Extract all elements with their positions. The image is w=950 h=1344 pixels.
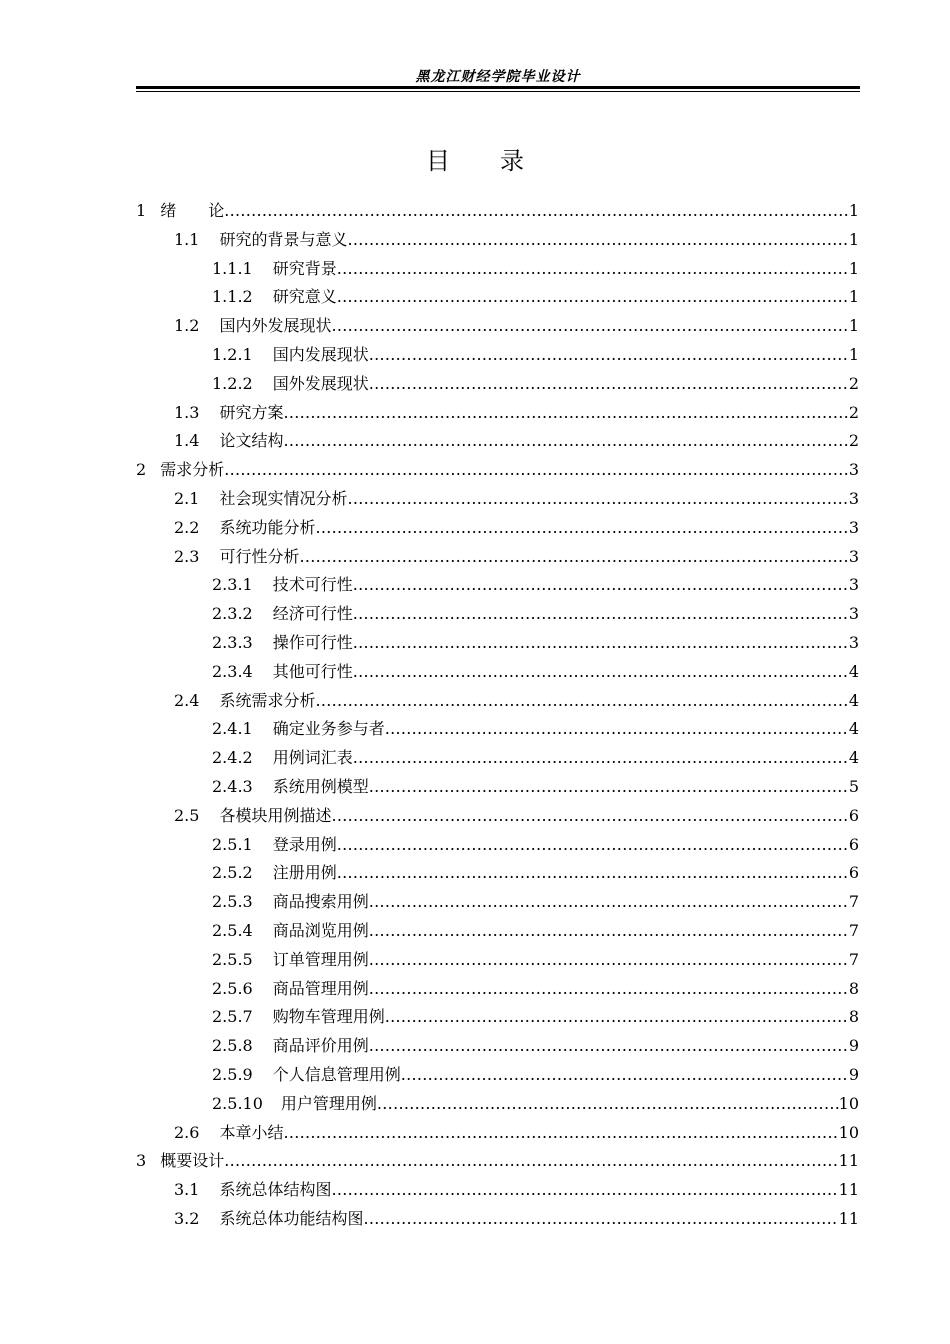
toc-entry-title: 确定业务参与者 (272, 719, 385, 739)
toc-entry-title: 国外发展现状 (272, 373, 369, 393)
toc-entry-number: 1.3 (174, 402, 200, 422)
toc-entry-number: 3.2 (174, 1208, 200, 1228)
page-header: 黑龙江财经学院毕业设计 (415, 69, 581, 85)
toc-entry[interactable] (136, 658, 859, 687)
toc-entry-title: 其他可行性 (272, 661, 353, 681)
toc-entry-page: 6 (848, 834, 859, 854)
toc-entry-page: 10 (838, 1093, 859, 1113)
toc-entry-title: 系统需求分析 (219, 690, 316, 710)
toc-entry[interactable] (136, 197, 859, 226)
toc-entry-number: 1.1.2 (212, 287, 253, 307)
toc-entry-number: 2.3.1 (212, 575, 253, 595)
toc-entry-page: 9 (848, 1036, 859, 1056)
toc-entry-title: 订单管理用例 (272, 949, 369, 969)
toc-entry-title: 论文结构 (219, 431, 284, 451)
toc-entry[interactable] (136, 831, 859, 860)
toc-entry[interactable] (136, 514, 859, 543)
toc-dot-leader (337, 859, 849, 888)
toc-entry-page: 7 (848, 892, 859, 912)
toc-entry-title: 系统功能分析 (219, 517, 316, 537)
toc-entry-number: 2.3 (174, 546, 200, 566)
toc-entry-title: 登录用例 (272, 834, 337, 854)
toc-entry-title: 商品评价用例 (272, 1036, 369, 1056)
toc-entry[interactable] (136, 255, 859, 284)
toc-entry-title: 系统总体结构图 (219, 1180, 332, 1200)
toc-entry[interactable] (136, 427, 859, 456)
toc-entry-title: 商品管理用例 (272, 978, 369, 998)
toc-entry-title: 商品浏览用例 (272, 920, 369, 940)
toc-entry[interactable] (136, 687, 859, 716)
toc-entry[interactable] (136, 1119, 859, 1148)
toc-entry[interactable] (136, 917, 859, 946)
toc-entry[interactable] (136, 399, 859, 428)
toc-entry-number: 2.2 (174, 517, 200, 537)
toc-dot-leader (369, 773, 849, 802)
toc-dot-leader (369, 975, 849, 1004)
toc-entry[interactable] (136, 283, 859, 312)
toc-entry[interactable] (136, 888, 859, 917)
toc-entry-title: 技术可行性 (272, 575, 353, 595)
toc-entry-title: 研究意义 (272, 287, 337, 307)
toc-entry-title: 社会现实情况分析 (219, 488, 348, 508)
toc-entry-title: 购物车管理用例 (272, 1007, 385, 1027)
toc-entry-page: 1 (848, 201, 859, 220)
toc-entry-title: 可行性分析 (219, 546, 300, 566)
toc-entry-title: 需求分析 (160, 460, 225, 480)
toc-entry[interactable] (136, 341, 859, 370)
toc-entry-number: 2.5.5 (212, 949, 253, 969)
toc-dot-leader (315, 687, 848, 716)
toc-entry[interactable] (136, 629, 859, 658)
toc-entry-number: 1.1.1 (212, 258, 253, 278)
toc-entry[interactable] (136, 485, 859, 514)
toc-entry-number: 2.5.6 (212, 978, 253, 998)
toc-dot-leader (353, 571, 849, 600)
toc-entry-title: 概要设计 (160, 1151, 225, 1171)
toc-dot-leader (353, 600, 849, 629)
toc-entry[interactable] (136, 859, 859, 888)
toc-dot-leader (331, 1176, 838, 1205)
toc-entry-title: 系统用例模型 (272, 776, 369, 796)
toc-entry[interactable] (136, 571, 859, 600)
toc-dot-leader (331, 312, 848, 341)
toc-dot-leader (363, 1205, 838, 1234)
toc-entry-number: 2.1 (174, 488, 200, 508)
toc-entry-number: 1.2.1 (212, 344, 253, 364)
toc-dot-leader (385, 715, 849, 744)
toc-entry[interactable] (136, 802, 859, 831)
toc-dot-leader (401, 1061, 849, 1090)
toc-entry-title: 系统总体功能结构图 (219, 1208, 364, 1228)
toc-entry[interactable] (136, 1205, 859, 1234)
toc-dot-leader (369, 341, 849, 370)
toc-entry-page: 8 (848, 1007, 859, 1027)
toc-entry-title: 用户管理用例 (280, 1093, 377, 1113)
toc-entry-title: 经济可行性 (272, 604, 353, 624)
toc-title (0, 141, 950, 176)
toc-entry-number: 3 (136, 1151, 147, 1171)
toc-dot-leader (331, 802, 848, 831)
toc-title-char-1: 目 (426, 147, 450, 175)
toc-entry-number: 2.5.10 (212, 1093, 263, 1113)
toc-dot-leader (369, 370, 849, 399)
toc-entry-page: 1 (848, 287, 859, 307)
toc-entry-title: 本章小结 (219, 1122, 284, 1142)
toc-entry-number: 2.6 (174, 1122, 200, 1142)
toc-entry-title: 研究背景 (272, 258, 337, 278)
toc-dot-leader (353, 658, 849, 687)
toc-dot-leader (353, 629, 849, 658)
toc-entry-number: 2 (136, 460, 147, 480)
toc-dot-leader (337, 283, 849, 312)
toc-entry-page: 8 (848, 978, 859, 998)
toc-dot-leader (337, 255, 849, 284)
toc-entry-title: 国内外发展现状 (219, 316, 332, 336)
toc-entry-number: 2.4.2 (212, 748, 253, 768)
toc-entry-page: 2 (848, 431, 859, 451)
toc-entry[interactable] (136, 773, 859, 802)
toc-dot-leader (369, 917, 849, 946)
toc-entry[interactable] (136, 946, 859, 975)
toc-dot-leader (347, 485, 848, 514)
toc-entry-number: 2.3.2 (212, 604, 253, 624)
toc-entry-number: 1.2 (174, 316, 200, 336)
toc-dot-leader (369, 946, 849, 975)
toc-entry-page: 11 (838, 1208, 859, 1228)
toc-entry-page: 1 (848, 258, 859, 278)
toc-entry-number: 2.3.3 (212, 632, 253, 652)
toc-entry-number: 2.4.1 (212, 719, 253, 739)
toc-entry-title: 国内发展现状 (272, 344, 369, 364)
toc-dot-leader (283, 1119, 838, 1148)
toc-entry-title: 注册用例 (272, 863, 337, 883)
toc-dot-leader (224, 197, 849, 226)
toc-entry-page: 4 (848, 661, 859, 681)
header-rule-thin (136, 91, 860, 92)
toc-dot-leader (369, 888, 849, 917)
toc-entry-page: 4 (848, 690, 859, 710)
toc-entry[interactable] (136, 975, 859, 1004)
toc-entry-number: 1 (136, 201, 147, 220)
header-rule-thick (136, 86, 860, 89)
toc-entry-page: 2 (848, 373, 859, 393)
toc-entry-page: 9 (848, 1064, 859, 1084)
toc-entry-number: 2.5.7 (212, 1007, 253, 1027)
toc-entry-title: 研究的背景与意义 (219, 229, 348, 249)
toc-entry-page: 11 (838, 1151, 859, 1171)
toc-entry-page: 7 (848, 920, 859, 940)
toc-entry[interactable] (136, 715, 859, 744)
toc-entry[interactable] (136, 312, 859, 341)
toc-dot-leader (224, 1147, 838, 1176)
toc-entry-number: 2.5.2 (212, 863, 253, 883)
toc-entry-number: 2.4.3 (212, 776, 253, 796)
toc-dot-leader (377, 1090, 839, 1119)
toc-entry-number: 1.2.2 (212, 373, 253, 393)
toc-dot-leader (315, 514, 848, 543)
toc-entry-number: 1.1 (174, 229, 200, 249)
toc-dot-leader (299, 543, 848, 572)
toc-dot-leader (283, 399, 848, 428)
toc-entry-page: 10 (838, 1122, 859, 1142)
toc-entry[interactable] (136, 1032, 859, 1061)
toc-dot-leader (347, 226, 848, 255)
toc-entry-page: 1 (848, 316, 859, 336)
toc-entry-page: 2 (848, 402, 859, 422)
toc-entry[interactable] (136, 744, 859, 773)
toc-entry-number: 2.5.3 (212, 892, 253, 912)
toc-entry-page: 4 (848, 719, 859, 739)
toc-entry-number: 2.5.4 (212, 920, 253, 940)
toc-entry-title: 绪 论 (160, 201, 225, 220)
toc-dot-leader (385, 1003, 849, 1032)
toc-entry[interactable] (136, 1176, 859, 1205)
toc-entry-page: 4 (848, 748, 859, 768)
toc-entry-title: 用例词汇表 (272, 748, 353, 768)
toc-entry-number: 3.1 (174, 1180, 200, 1200)
toc-dot-leader (369, 1032, 849, 1061)
toc-entry-page: 1 (848, 344, 859, 364)
toc-entry-page: 5 (848, 776, 859, 796)
toc-entry-number: 2.5.1 (212, 834, 253, 854)
toc-entry[interactable] (136, 543, 859, 572)
toc-entry[interactable] (136, 1090, 859, 1119)
toc-entry-number: 2.3.4 (212, 661, 253, 681)
toc-entry[interactable] (136, 600, 859, 629)
toc-entry-title: 商品搜索用例 (272, 892, 369, 912)
toc-entry-number: 2.5 (174, 805, 200, 825)
toc-entry-number: 1.4 (174, 431, 200, 451)
toc-entry[interactable] (136, 1003, 859, 1032)
toc-entry[interactable] (136, 456, 859, 485)
toc-dot-leader (283, 427, 848, 456)
toc-entry-page: 3 (848, 517, 859, 537)
table-of-contents (136, 197, 859, 1234)
toc-entry-number: 2.5.9 (212, 1064, 253, 1084)
toc-entry-page: 6 (848, 863, 859, 883)
toc-entry-number: 2.5.8 (212, 1036, 253, 1056)
toc-entry-page: 7 (848, 949, 859, 969)
toc-entry-page: 3 (848, 488, 859, 508)
toc-entry-page: 3 (848, 460, 859, 480)
toc-entry[interactable] (136, 1147, 859, 1176)
toc-entry-title: 各模块用例描述 (219, 805, 332, 825)
toc-entry-page: 6 (848, 805, 859, 825)
toc-entry[interactable] (136, 1061, 859, 1090)
toc-dot-leader (353, 744, 849, 773)
toc-entry-page: 3 (848, 604, 859, 624)
toc-entry-page: 3 (848, 546, 859, 566)
toc-entry-page: 3 (848, 575, 859, 595)
toc-entry[interactable] (136, 370, 859, 399)
toc-entry[interactable] (136, 226, 859, 255)
toc-dot-leader (337, 831, 849, 860)
toc-title-char-2: 录 (500, 147, 524, 175)
toc-dot-leader (224, 456, 849, 485)
toc-entry-page: 11 (838, 1180, 859, 1200)
toc-entry-title: 个人信息管理用例 (272, 1064, 401, 1084)
toc-entry-page: 3 (848, 632, 859, 652)
toc-entry-number: 2.4 (174, 690, 200, 710)
toc-entry-title: 操作可行性 (272, 632, 353, 652)
toc-entry-page: 1 (848, 229, 859, 249)
toc-entry-title: 研究方案 (219, 402, 284, 422)
